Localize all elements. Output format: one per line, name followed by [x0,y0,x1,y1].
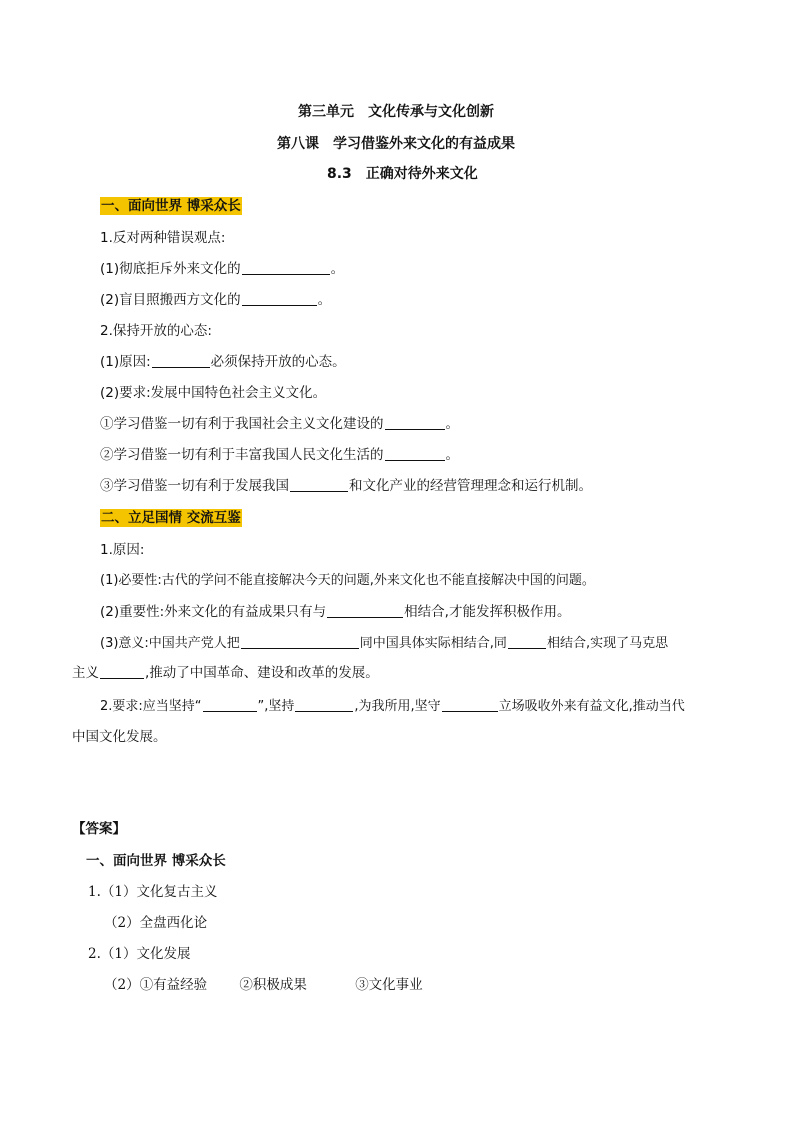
p2-q1-3-line2 [72,664,379,682]
answer-blank[interactable] [242,260,330,275]
answer-blank[interactable] [508,634,546,649]
p2-q2-line2: 中国文化发展。 [72,729,167,745]
p1-q2-2: (2)要求:发展中国特色社会主义文化。 [100,385,327,401]
p2-q1-3 [100,634,668,653]
p2-q2 [100,697,685,716]
p2-q2-cont: 立场吸收外来有益文化,推动当代 [498,699,685,714]
answer-2: 2.（1）文化发展 [88,946,191,962]
p1-q1-2-text: (2)盲目照搬西方文化的 [100,292,241,308]
p2-q1-3-end: ,推动了中国革命、建设和改革的发展。 [145,665,379,681]
p2-q1-2-end: 相结合,才能发挥积极作用。 [404,604,571,620]
p1-q2-1 [100,353,346,371]
p1-c1-end: 。 [445,416,459,432]
p2-q1-3-cont: 相结合,实现了马克思 [546,636,669,651]
p1-q2-1-text: (1)原因: [100,354,151,370]
answer-blank[interactable] [385,446,445,461]
p2-q1-3-mid: 同中国具体实际相结合,同 [359,636,507,651]
p1-q2: 2.保持开放的心态: [100,323,212,339]
answer-1-2: （2）全盘西化论 [104,915,208,931]
answer-blank[interactable] [327,603,403,618]
p2-q2-text: 2.要求:应当坚持“ [100,699,202,714]
part2-heading-wrap [100,509,242,527]
answer-blank[interactable] [241,634,359,649]
p1-c3 [100,477,592,495]
p2-q2-mid1: ”,坚持 [257,699,295,714]
p2-q1-2 [100,603,570,621]
unit-title: 第三单元 文化传承与文化创新 [298,104,494,120]
answer-blank[interactable] [152,353,210,368]
answer-blank[interactable] [242,291,317,306]
p1-c2 [100,446,459,464]
answer-2-2c: ③文化事业 [355,977,423,993]
p1-c1 [100,415,459,433]
p1-q1: 1.反对两种错误观点: [100,230,226,246]
p2-q1-2-text: (2)重要性:外来文化的有益成果只有与 [100,604,327,620]
p1-q1-1 [100,260,344,278]
p1-c3-end: 和文化产业的经营管理理念和运行机制。 [349,478,592,494]
p2-q1: 1.原因: [100,542,145,558]
p1-q1-2 [100,291,331,309]
p1-q2-1-end: 必须保持开放的心态。 [210,354,346,370]
p2-q1-3-text2: 主义 [72,665,99,681]
p2-q1-1: (1)必要性:古代的学问不能直接解决今天的问题,外来文化也不能直接解决中国的问题。 [100,573,595,588]
answer-blank[interactable] [203,697,257,712]
answers-label: 【答案】 [72,821,126,837]
p2-q2-mid2: ,为我所用,坚守 [354,699,441,714]
answer-blank[interactable] [100,664,144,679]
p1-c2-text: ②学习借鉴一切有利于丰富我国人民文化生活的 [100,447,384,463]
p1-c3-text: ③学习借鉴一切有利于发展我国 [100,478,289,494]
p1-q1-1-end: 。 [330,261,345,277]
lesson-title: 第八课 学习借鉴外来文化的有益成果 [277,136,515,152]
part2-heading: 二、立足国情 交流互鉴 [101,510,241,526]
answer-2-2a: （2）①有益经验 [104,977,208,993]
answers-heading: 一、面向世界 博采众长 [86,853,226,869]
p1-c1-text: ①学习借鉴一切有利于我国社会主义文化建设的 [100,416,384,432]
answer-1: 1.（1）文化复古主义 [88,884,218,900]
answer-2-2b: ②积极成果 [239,977,307,993]
part1-heading-wrap [100,197,242,215]
answer-blank[interactable] [290,477,348,492]
answer-blank[interactable] [385,415,445,430]
part1-heading: 一、面向世界 博采众长 [101,198,241,214]
section-title: 8.3 正确对待外来文化 [327,166,478,182]
p1-c2-end: 。 [445,447,459,463]
p2-q1-3-text: (3)意义:中国共产党人把 [100,636,240,651]
answer-blank[interactable] [442,697,498,712]
p1-q1-1-text: (1)彻底拒斥外来文化的 [100,261,241,277]
p1-q1-2-end: 。 [317,292,332,308]
answer-2-2 [104,976,423,994]
answer-blank[interactable] [295,697,353,712]
